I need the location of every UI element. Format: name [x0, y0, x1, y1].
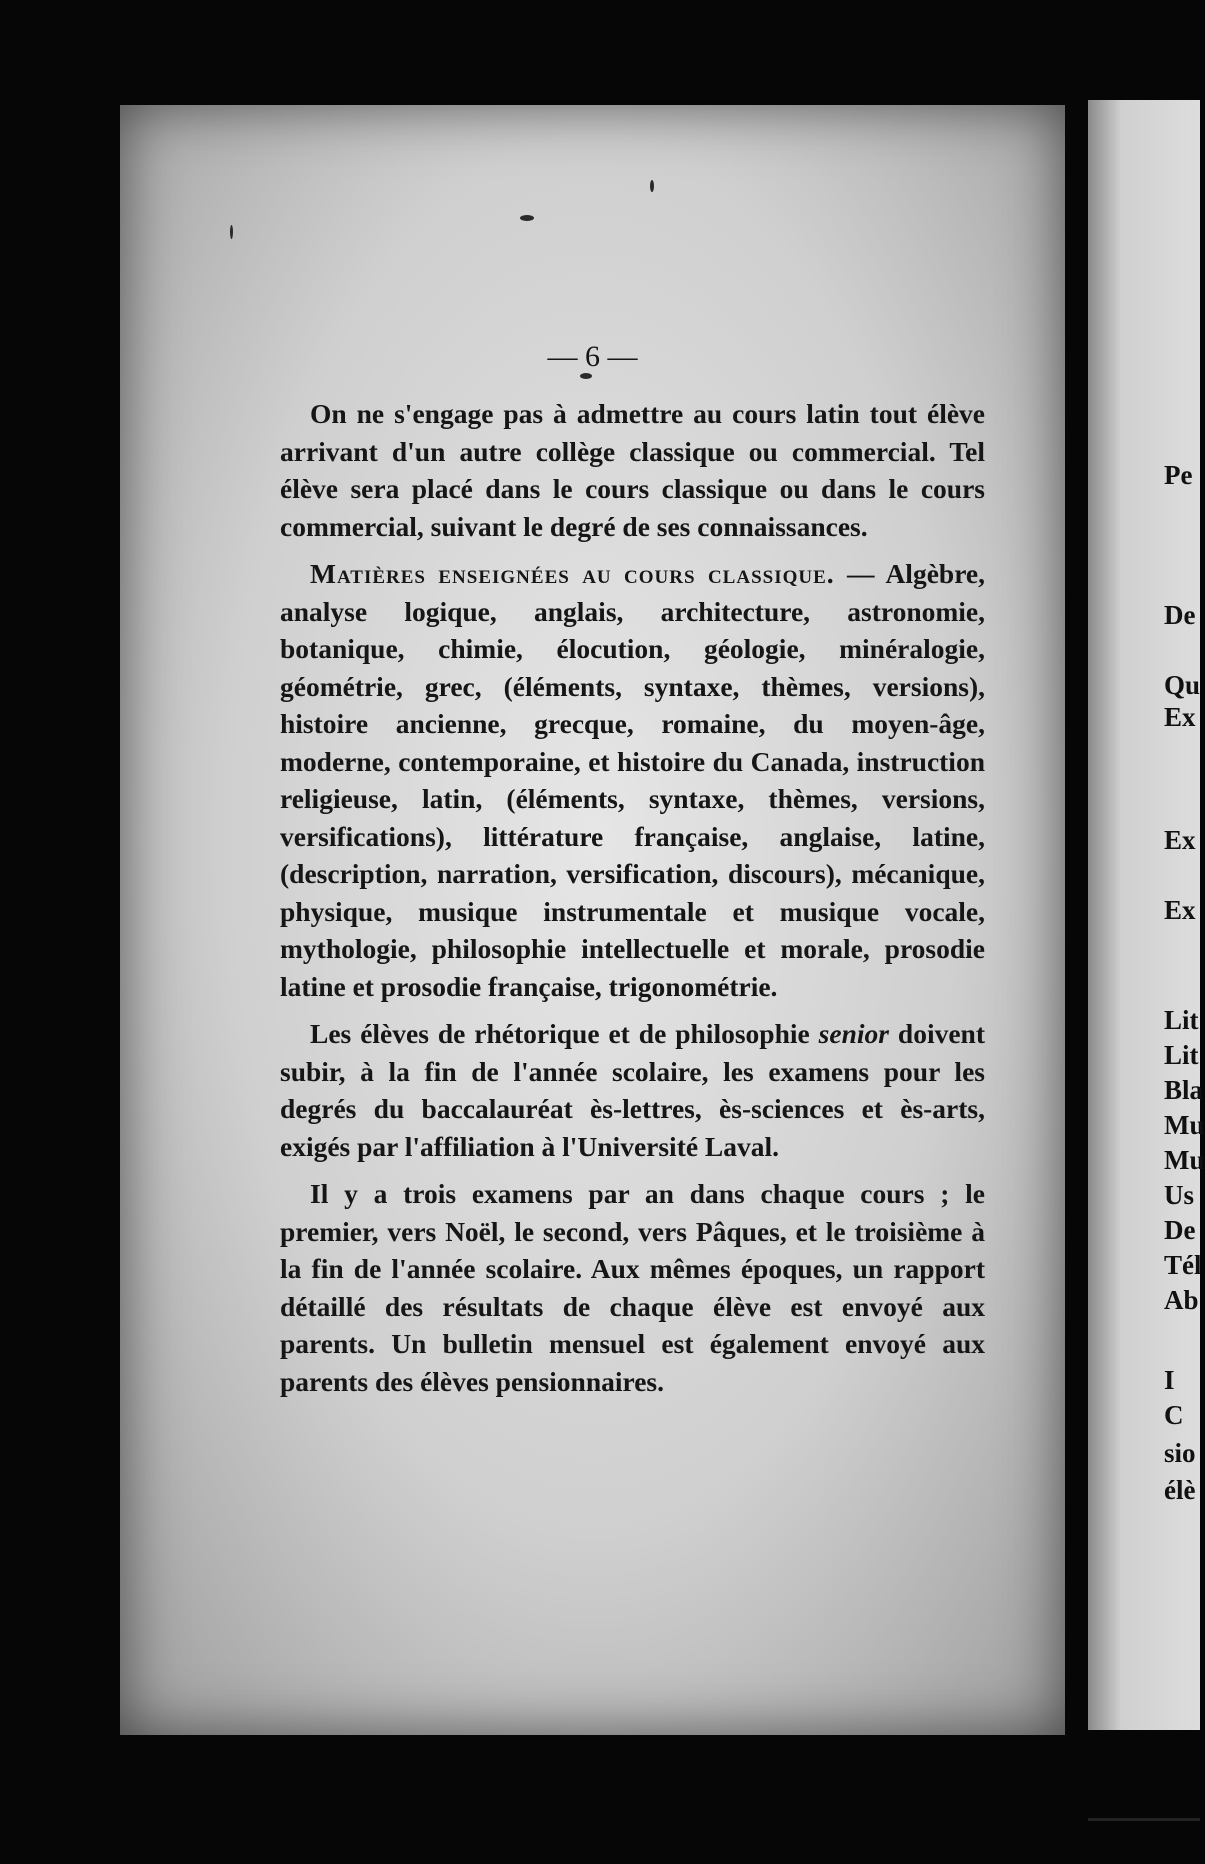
- exams-text-after: doivent subir, à la fin de l'année scolaire, les examens pour les degrés du baccalauréat ès-lettres, ès-sciences et ès-arts, exigés par l'affiliation à l'Université Laval.: [280, 1018, 986, 1162]
- subjects-list: Algèbre, analyse logique, anglais, architecture, astronomie, botanique, chimie, élocution, géologie, minéralogie, géométrie, grec, (éléments, syntaxe, thèmes, versions), histoire ancienne, grecque, romaine, du moyen-âge, moderne, contemporaine, et histoire du Canada, instruction religieuse, latin, (éléments, syntaxe, thèmes, versions, versifications), littérature française, anglaise, latine, (description, narration, versification, discours), mécanique, physique, musique instrumentale et musique vocale, mythologie, philosophie intellectuelle et morale, prosodie latine et prosodie française, trigonométrie.: [280, 558, 985, 1002]
- adjacent-fragment: De: [1164, 1215, 1196, 1245]
- adjacent-fragment: sio: [1164, 1438, 1196, 1468]
- paragraph-subjects: [280, 555, 985, 1005]
- paragraph-exam-schedule: Il y a trois examens par an dans chaque cours ; le premier, vers Noël, le second, vers Pâques, et le troisième à la fin de l'année scolaire. Aux mêmes époques, un rapport détaillé des résultats de chaque élève est envoyé aux parents. Un bulletin mensuel est également envoyé aux parents des élèves pensionnaires.: [280, 1178, 985, 1397]
- adjacent-fragment: Us: [1164, 1180, 1195, 1210]
- adjacent-fragment: élè: [1164, 1475, 1196, 1505]
- adjacent-rule: [1088, 1818, 1200, 1821]
- paragraph-exams-degrees: [280, 1015, 985, 1165]
- section-heading: Matières enseignées au cours classique. —: [310, 558, 876, 589]
- document-page: [120, 105, 1065, 1735]
- page-number: — 6 —: [547, 340, 638, 373]
- scan-speck: [650, 180, 654, 192]
- exams-text-before: Les élèves de rhétorique et de philosophie: [310, 1018, 819, 1049]
- adjacent-fragment: Ex: [1164, 895, 1196, 925]
- adjacent-fragment: Ab: [1164, 1285, 1199, 1315]
- adjacent-fragment: Pe: [1164, 460, 1193, 490]
- adjacent-fragment: Mu: [1164, 1110, 1205, 1140]
- paragraph-admission: On ne s'engage pas à admettre au cours latin tout élève arrivant d'un autre collège classique ou commercial. Tel élève sera placé dans le cours classique ou dans le cours commercial, suivant le degré de ses connaissances.: [280, 398, 985, 542]
- adjacent-fragment: Tél: [1164, 1250, 1202, 1280]
- adjacent-fragment: Mu: [1164, 1145, 1205, 1175]
- adjacent-page-edge: [1088, 100, 1205, 1730]
- adjacent-fragment: Qu: [1164, 670, 1201, 700]
- adjacent-fragment: I: [1164, 1365, 1175, 1395]
- adjacent-fragment: Bla: [1164, 1075, 1204, 1105]
- scan-speck: [230, 225, 233, 239]
- adjacent-fragment: Lit: [1164, 1005, 1199, 1035]
- scan-speck: [520, 215, 534, 221]
- body-text: [280, 395, 985, 1410]
- adjacent-fragment: De: [1164, 600, 1196, 630]
- adjacent-fragment: C: [1164, 1400, 1184, 1430]
- adjacent-fragment: Ex: [1164, 825, 1196, 855]
- adjacent-fragment: Lit: [1164, 1040, 1199, 1070]
- scan-speck: [580, 373, 592, 379]
- emphasis-senior: senior: [818, 1018, 889, 1049]
- adjacent-fragment: Ex: [1164, 702, 1196, 732]
